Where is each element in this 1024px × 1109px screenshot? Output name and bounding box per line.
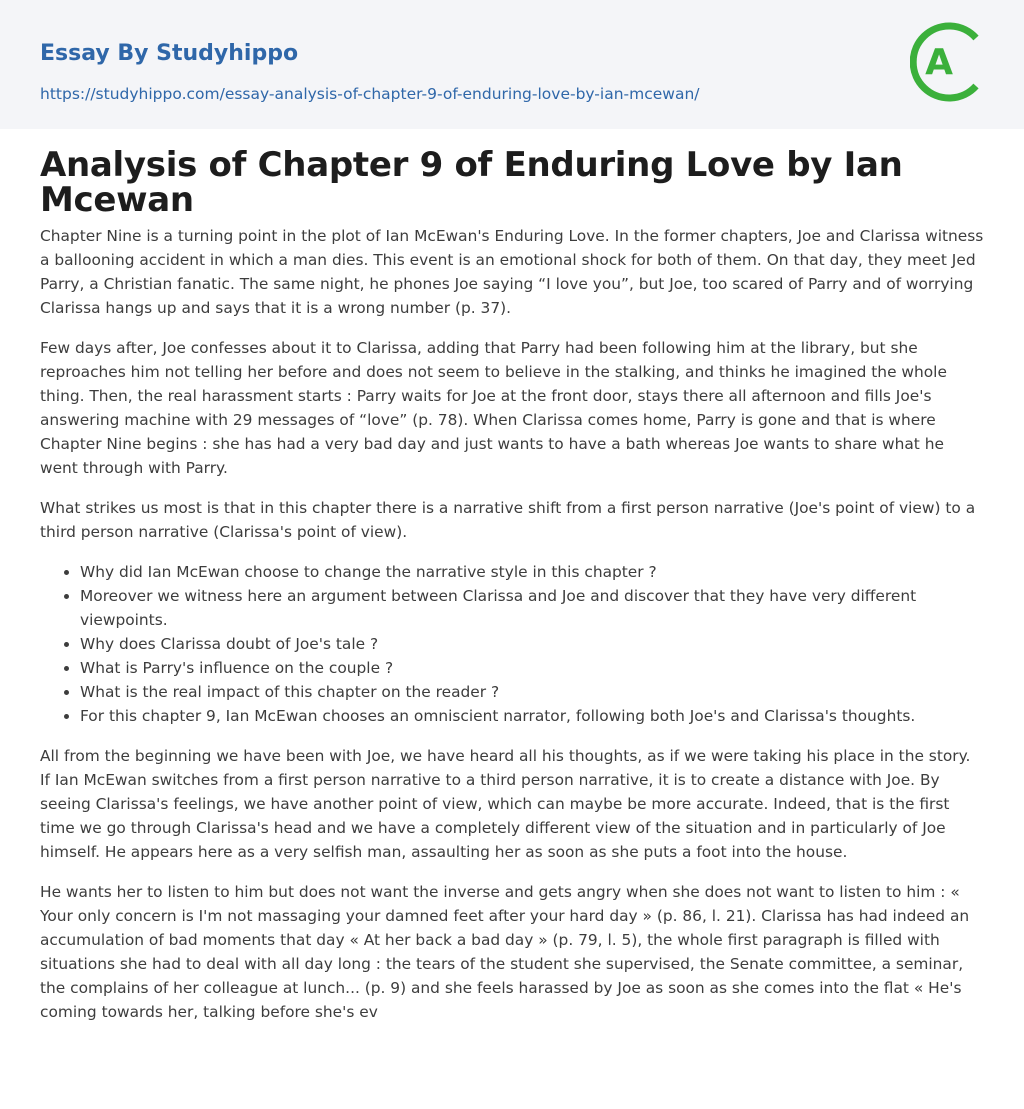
- list-item: • Why does Clarissa doubt of Joe's tale ?: [80, 632, 984, 656]
- list-item: • For this chapter 9, Ian McEwan chooses an omniscient narrator, following both Joe's and Clarissa's thoughts.: [80, 704, 984, 728]
- studyhippo-logo-icon[interactable]: [910, 18, 988, 106]
- bullet-list: [40, 560, 984, 728]
- logo-letter: A: [925, 42, 953, 83]
- article: [0, 129, 1024, 1024]
- paragraph: Few days after, Joe confesses about it to Clarissa, adding that Parry had been following him at the library, but she reproaches him not telling her before and does not seem to believe in the stalking, and thinks he imagined the whole thing. Then, the real harassment starts : Parry waits for Joe at the front door, stays there all afternoon and fills Joe's answering machine with 29 messages of “love” (p. 78). When Clarissa comes home, Parry is gone and that is where Chapter Nine begins : she has had a very bad day and just wants to have a bath whereas Joe wants to share what he went through with Parry.: [40, 339, 947, 477]
- brand-title[interactable]: Essay By Studyhippo: [40, 41, 299, 66]
- source-url-link[interactable]: https://studyhippo.com/essay-analysis-of-chapter-9-of-enduring-love-by-ian-mcewan/: [40, 85, 700, 103]
- site-header: [0, 0, 1024, 129]
- page-title: Analysis of Chapter 9 of Enduring Love by Ian Mcewan: [40, 145, 903, 220]
- paragraph: He wants her to listen to him but does not want the inverse and gets angry when she does not want to listen to him : « Your only concern is I'm not massaging your damned feet after your hard day » (p. 86, l. 21). Clarissa has had indeed an accumulation of bad moments that day « At her back a bad day » (p. 79, l. 5), the whole first paragraph is filled with situations she had to deal with all day long : the tears of the student she supervised, the Senate committee, a seminar, the complains of her colleague at lunch... (p. 9) and she feels harassed by Joe as soon as she comes into the flat « He's coming towards her, talking before she's ev: [40, 883, 970, 1021]
- list-item: • What is Parry's influence on the couple ?: [80, 656, 984, 680]
- paragraph: What strikes us most is that in this chapter there is a narrative shift from a first person narrative (Joe's point of view) to a third person narrative (Clarissa's point of view).: [40, 499, 976, 541]
- list-item: • Why did Ian McEwan choose to change the narrative style in this chapter ?: [80, 560, 984, 584]
- paragraph: All from the beginning we have been with Joe, we have heard all his thoughts, as if we were taking his place in the story. If Ian McEwan switches from a first person narrative to a third person narrative, it is to create a distance with Joe. By seeing Clarissa's feelings, we have another point of view, which can maybe be more accurate. Indeed, that is the first time we go through Clarissa's head and we have a completely different view of the situation and in particularly of Joe himself. He appears here as a very selfish man, assaulting her as soon as she puts a foot into the house.: [40, 747, 971, 861]
- paragraph: Chapter Nine is a turning point in the plot of Ian McEwan's Enduring Love. In the former chapters, Joe and Clarissa witness a ballooning accident in which a man dies. This event is an emotional shock for both of them. On that day, they meet Jed Parry, a Christian fanatic. The same night, he phones Joe saying “I love you”, but Joe, too scared of Parry and of worrying Clarissa hangs up and says that it is a wrong number (p. 37).: [40, 227, 984, 317]
- list-item: • Moreover we witness here an argument between Clarissa and Joe and discover that they have very different viewpoints.: [80, 584, 984, 632]
- list-item: • What is the real impact of this chapter on the reader ?: [80, 680, 984, 704]
